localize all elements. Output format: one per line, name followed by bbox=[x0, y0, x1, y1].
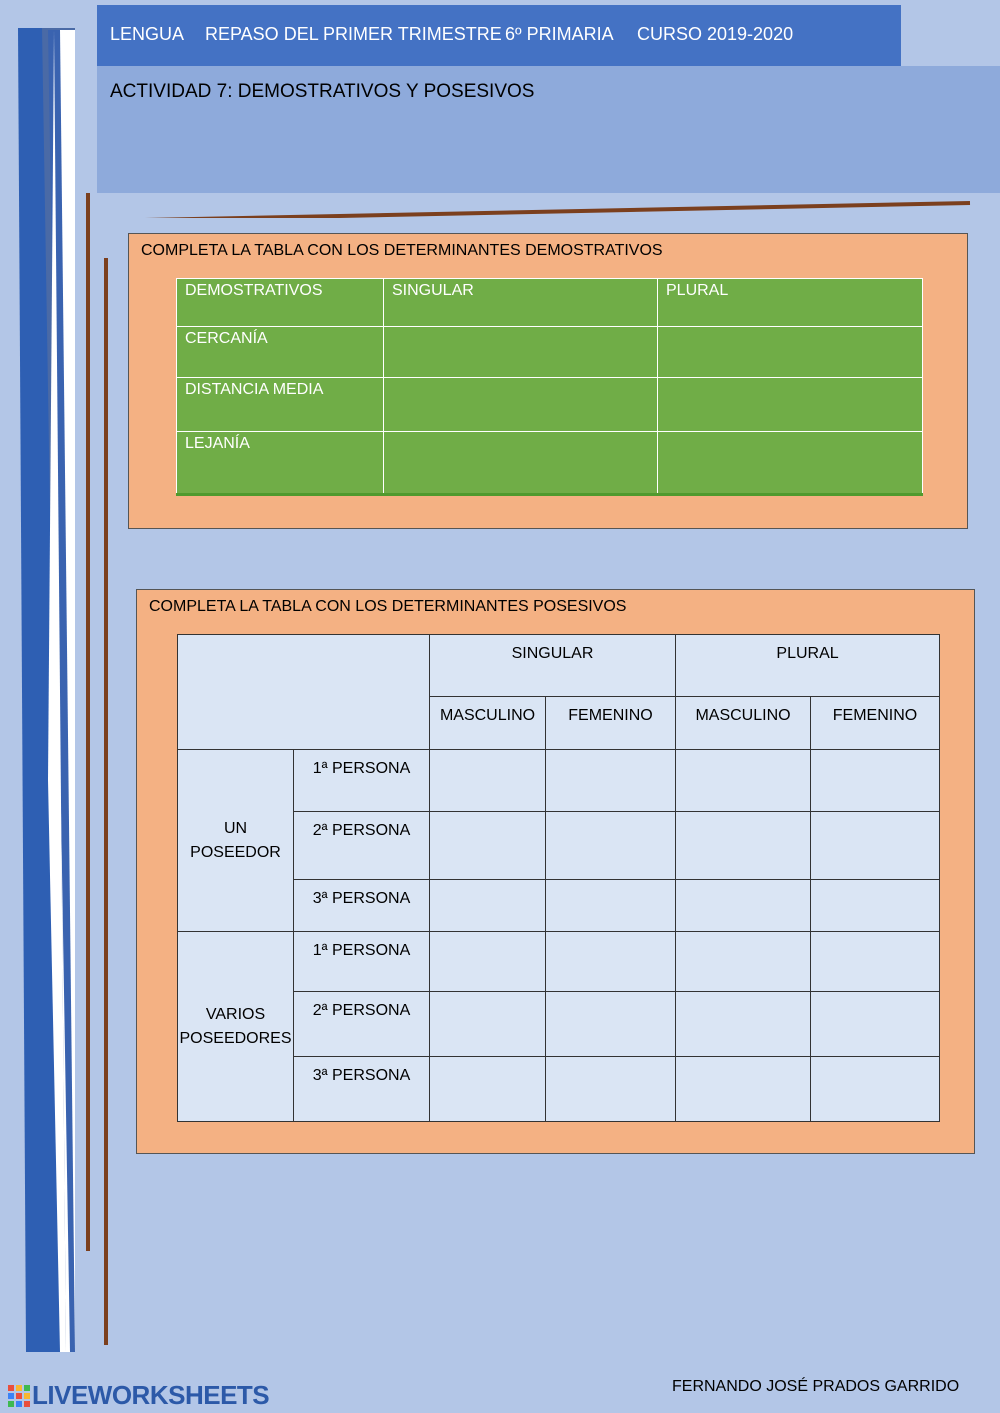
group-many-owners bbox=[178, 932, 294, 1122]
row-label-cercania: CERCANÍA bbox=[177, 327, 384, 378]
answer-cell[interactable] bbox=[430, 880, 546, 932]
answer-cell[interactable] bbox=[430, 1057, 546, 1122]
answer-cell[interactable] bbox=[430, 812, 546, 880]
answer-cell[interactable] bbox=[811, 880, 940, 932]
answer-cell[interactable] bbox=[676, 992, 811, 1057]
person-label: 1ª PERSONA bbox=[294, 750, 430, 812]
header-grade: 6º PRIMARIA bbox=[505, 24, 614, 44]
header-subject: LENGUA bbox=[110, 24, 185, 44]
demonstratives-table bbox=[176, 278, 923, 496]
answer-cell[interactable] bbox=[384, 327, 658, 378]
demonstratives-header-plural: PLURAL bbox=[658, 279, 923, 327]
answer-cell[interactable] bbox=[384, 432, 658, 495]
header-singular-masculine: MASCULINO bbox=[430, 697, 546, 750]
row-label-lejania: LEJANÍA bbox=[177, 432, 384, 495]
logo-text: LIVEWORKSHEETS bbox=[32, 1380, 270, 1410]
logo-grid-icon bbox=[8, 1385, 30, 1407]
answer-cell[interactable] bbox=[676, 750, 811, 812]
group-one-owner-line2: POSEEDOR bbox=[190, 843, 281, 861]
group-many-owners-line1: VARIOS bbox=[205, 1005, 266, 1023]
empty-corner-cell bbox=[178, 635, 430, 750]
person-label: 3ª PERSONA bbox=[294, 880, 430, 932]
answer-cell[interactable] bbox=[546, 812, 676, 880]
demonstratives-header-type: DEMOSTRATIVOS bbox=[177, 279, 384, 327]
answer-cell[interactable] bbox=[546, 992, 676, 1057]
answer-cell[interactable] bbox=[811, 992, 940, 1057]
group-one-owner-line1: UN bbox=[223, 819, 248, 837]
activity-band bbox=[97, 66, 1000, 193]
person-label: 2ª PERSONA bbox=[294, 992, 430, 1057]
header-plural: PLURAL bbox=[676, 635, 940, 697]
answer-cell[interactable] bbox=[430, 750, 546, 812]
header-plural-masculine: MASCULINO bbox=[676, 697, 811, 750]
demonstratives-header-singular: SINGULAR bbox=[384, 279, 658, 327]
answer-cell[interactable] bbox=[811, 932, 940, 992]
row-label-distancia-media: DISTANCIA MEDIA bbox=[177, 378, 384, 432]
header-bar bbox=[97, 5, 901, 66]
answer-cell[interactable] bbox=[658, 432, 923, 495]
answer-cell[interactable] bbox=[430, 992, 546, 1057]
brown-divider-line bbox=[0, 198, 1000, 218]
answer-cell[interactable] bbox=[546, 1057, 676, 1122]
person-label: 3ª PERSONA bbox=[294, 1057, 430, 1122]
answer-cell[interactable] bbox=[811, 812, 940, 880]
answer-cell[interactable] bbox=[546, 932, 676, 992]
group-many-owners-line2: POSEEDORES bbox=[179, 1029, 292, 1047]
answer-cell[interactable] bbox=[811, 1057, 940, 1122]
answer-cell[interactable] bbox=[676, 812, 811, 880]
person-label: 2ª PERSONA bbox=[294, 812, 430, 880]
activity-title: ACTIVIDAD 7: DEMOSTRATIVOS Y POSESIVOS bbox=[110, 81, 535, 102]
header-singular: SINGULAR bbox=[430, 635, 676, 697]
demonstratives-panel bbox=[128, 233, 968, 529]
possessives-instruction: COMPLETA LA TABLA CON LOS DETERMINANTES POSESIVOS bbox=[149, 598, 627, 615]
answer-cell[interactable] bbox=[658, 327, 923, 378]
header-course: CURSO 2019-2020 bbox=[637, 24, 794, 44]
demonstratives-instruction: COMPLETA LA TABLA CON LOS DETERMINANTES DEMOSTRATIVOS bbox=[141, 242, 663, 259]
answer-cell[interactable] bbox=[430, 932, 546, 992]
possessives-table bbox=[177, 634, 940, 1122]
possessives-panel bbox=[136, 589, 975, 1154]
person-label: 1ª PERSONA bbox=[294, 932, 430, 992]
answer-cell[interactable] bbox=[811, 750, 940, 812]
group-one-owner bbox=[178, 750, 294, 932]
footer-author: FERNANDO JOSÉ PRADOS GARRIDO bbox=[672, 1378, 960, 1395]
answer-cell[interactable] bbox=[676, 1057, 811, 1122]
answer-cell[interactable] bbox=[676, 932, 811, 992]
answer-cell[interactable] bbox=[658, 378, 923, 432]
answer-cell[interactable] bbox=[546, 750, 676, 812]
header-plural-feminine: FEMENINO bbox=[811, 697, 940, 750]
header-unit: REPASO DEL PRIMER TRIMESTRE bbox=[205, 24, 502, 44]
answer-cell[interactable] bbox=[676, 880, 811, 932]
header-singular-feminine: FEMENINO bbox=[546, 697, 676, 750]
answer-cell[interactable] bbox=[384, 378, 658, 432]
answer-cell[interactable] bbox=[546, 880, 676, 932]
